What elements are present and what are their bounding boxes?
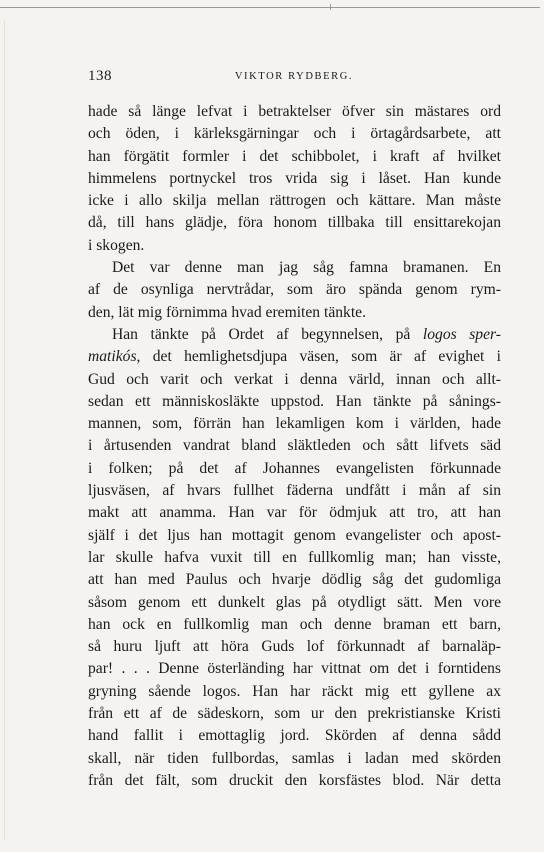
- text-line: makt att anamma. Han var för ödmjuk att tro, att han: [88, 504, 501, 522]
- text-line: gryning sående logos. Han har räckt mig ett gyllene ax: [88, 682, 501, 700]
- text-line-italic: logos sper-: [422, 325, 501, 343]
- text-line: han förgätit formler i det schibbolet, i kraft af hvilket: [88, 147, 501, 165]
- running-head: VIKTOR RYDBERG.: [234, 71, 354, 82]
- body-text: [88, 101, 501, 792]
- text-line: icke i allo skilja mellan rättrogen och kättare. Man måste: [88, 192, 501, 210]
- text-line: såsom genom ett dunkelt glas på otydligt sätt. Men vore: [88, 593, 501, 611]
- text-line: Gud och varit och verkat i denna värld, innan och allt-: [88, 370, 501, 388]
- text-line: sedan ett människosläkte uppstod. Han tänkte på sånings-: [88, 392, 501, 410]
- page-left-edge: [4, 20, 5, 840]
- text-line: i årtusenden vandrat bland släktleden och sått lifvets säd: [88, 437, 501, 455]
- page-header: [88, 68, 500, 88]
- text-line: och öden, i kärleksgärningar och i örtagårdsarbete, att: [88, 125, 501, 143]
- text-line: från ett af de sädeskorn, som ur den prekristianske Kristi: [88, 705, 501, 723]
- text-line: Det var denne man jag såg famna bramanen. En: [112, 259, 501, 277]
- text-line: hade så länge lefvat i betraktelser öfver sin mästares ord: [88, 103, 501, 120]
- text-line: att han med Paulus och hvarje dödlig såg det gudomliga: [88, 571, 501, 589]
- page-number: 138: [88, 68, 112, 84]
- text-line: skall, när tiden fullbordas, samlas i ladan med skörden: [88, 749, 501, 767]
- text-line: af de osynliga nervtrådar, som äro spända genom rym-: [88, 281, 501, 299]
- text-line: i skogen.: [88, 236, 145, 254]
- text-line-italic: matikós: [88, 348, 137, 366]
- text-line: i folken; på det af Johannes evangelisten förkunnade: [88, 459, 501, 477]
- text-line-segment: Han tänkte på Ordet af begynnelsen, på: [112, 325, 423, 343]
- text-line: par! . . . Denne österländing har vittnat om det i forntidens: [88, 660, 501, 678]
- scan-top-rule-tick: [330, 4, 331, 10]
- text-line-segment: , det hemlighetsdjupa väsen, som är af evighet i: [136, 348, 501, 366]
- text-line: lar skulle hafva vuxit till en fullkomlig man; han visste,: [88, 548, 501, 566]
- text-line: från det fält, som druckit den korsfästes blod. När detta: [88, 771, 501, 789]
- text-line: han ock en fullkomlig man och denne braman ett barn,: [88, 615, 501, 633]
- text-line: då, till hans glädje, föra honom tillbaka till ensittarekojan: [88, 214, 501, 232]
- text-line: ljusväsen, af hvars fullhet fäderna undfått i mån af sin: [88, 482, 501, 500]
- text-line: den, lät mig förnimma hvad eremiten tänkte.: [88, 303, 366, 321]
- text-line: [88, 346, 501, 368]
- text-line: himmelens portnyckel tros vrida sig i låset. Han kunde: [88, 169, 501, 187]
- text-line: hand fallit i emottaglig jord. Skörden af denna sådd: [88, 727, 501, 745]
- scan-top-rule: [0, 7, 540, 8]
- text-line: mannen, som, förrän han lekamligen kom i världen, hade: [88, 415, 501, 433]
- text-line: [88, 324, 501, 346]
- text-line: så huru ljuft att höra Guds lof förkunnadt af barnaläp-: [88, 638, 501, 656]
- text-line: själf i det ljus han mottagit genom evangelister och apost-: [88, 526, 501, 544]
